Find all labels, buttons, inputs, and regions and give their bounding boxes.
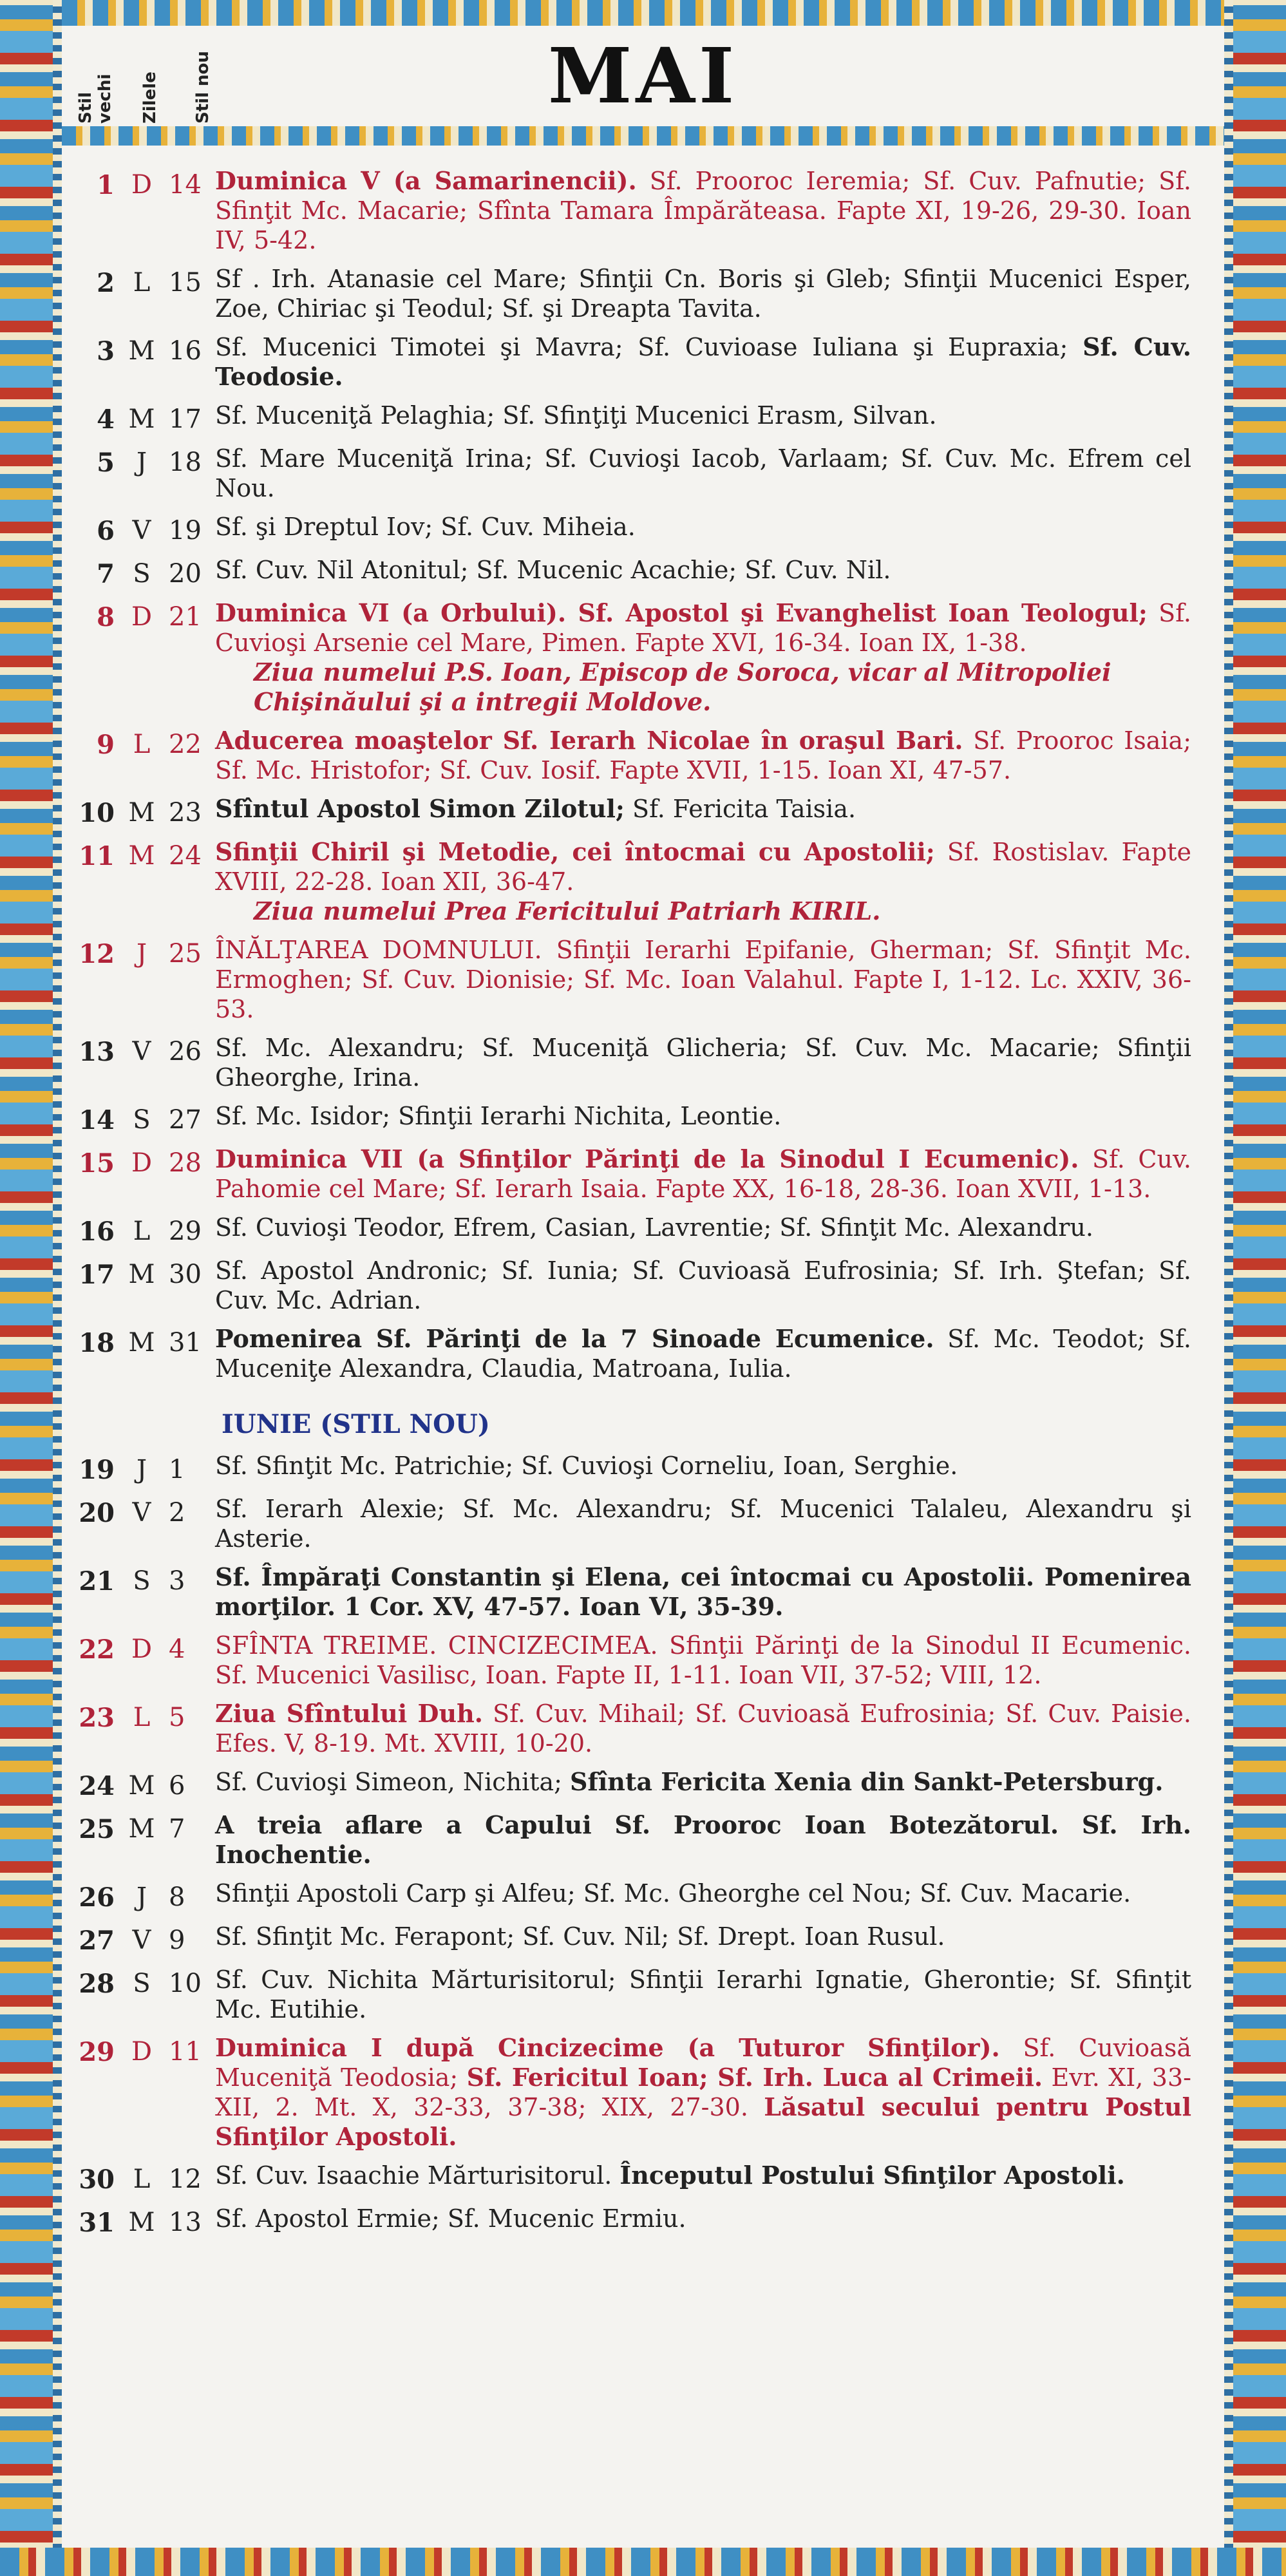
day-old-style: 8 [97, 602, 115, 632]
calendar-row [71, 1213, 1191, 1247]
day-old-style: 3 [97, 336, 115, 366]
row-gap [71, 2152, 1191, 2161]
row-text-bold: Sfînta Fericita Xenia din Sankt-Petersburg. [570, 1767, 1164, 1796]
row-text-plain: Sf. Cuvioasă Muceniţă Teodosia; [215, 2034, 1191, 2092]
day-new-style: 12 [169, 2164, 202, 2194]
day-new-style: 17 [169, 404, 202, 434]
calendar-row [71, 1101, 1191, 1135]
row-text-plain: Sf. Prooroc Ieremia; Sf. Cuv. Pafnutie; Sf. Sfinţit Mc. Macarie; Sfînta Tamara Împărăteasa. Fapte XI, 19-26, 29-30. Ioan IV, 5-42. [215, 167, 1191, 254]
day-old-style: 26 [79, 1882, 115, 1913]
row-text-plain: ÎNĂLŢAREA DOMNULUI. Sfinţii Ierarhi Epifanie, Gherman; Sf. Sfinţit Mc. Ermoghen; Sf. Cuv. Dionisie; Sf. Mc. Ioan Valahul. Fapte I, 1-12. Lc. XXIV, 36-53. [215, 936, 1191, 1023]
row-text [215, 598, 1191, 658]
weekday-letter: L [133, 730, 151, 759]
weekday-letter: M [128, 1260, 155, 1289]
row-gap [71, 1135, 1191, 1144]
ornament-inner-left [53, 0, 62, 2576]
row-text-plain: Sf. Ierarh Alexie; Sf. Mc. Alexandru; Sf. Mucenici Talaleu, Alexandru şi Asterie. [215, 1495, 1191, 1553]
row-gap [71, 1758, 1191, 1767]
row-text [215, 1810, 1191, 1870]
day-new-style: 31 [169, 1328, 202, 1358]
calendar-row [71, 794, 1191, 828]
weekday-letter: J [136, 939, 147, 969]
row-text-plain: Sf. Mucenici Timotei şi Mavra; Sf. Cuvioase Iuliana şi Eupraxia; [215, 333, 1083, 361]
day-old-style: 10 [79, 798, 115, 828]
row-text-plain: Sf. Cuvioşi Teodor, Efrem, Casian, Lavrentie; Sf. Sfinţit Mc. Alexandru. [215, 1213, 1093, 1242]
day-old-style: 27 [79, 1926, 115, 1956]
row-text-plain: Sf. Sfinţit Mc. Patrichie; Sf. Cuvioşi Corneliu, Ioan, Serghie. [215, 1452, 958, 1480]
row-text [215, 555, 1191, 585]
row-text-bold: Pomenirea Sf. Părinţi de la 7 Sinoade Ecumenice. [215, 1324, 934, 1353]
calendar-row [71, 166, 1191, 255]
calendar-row [71, 1810, 1191, 1870]
row-text [215, 2161, 1191, 2190]
row-gap [71, 1622, 1191, 1631]
day-new-style: 9 [169, 1926, 185, 1955]
row-text [215, 1879, 1191, 1908]
row-note: Ziua numelui Prea Fericitului Patriarh KIRIL. [254, 896, 881, 925]
day-new-style: 4 [169, 1634, 185, 1664]
day-old-style: 24 [79, 1771, 115, 1801]
row-gap [71, 1913, 1191, 1922]
row-gap [71, 589, 1191, 598]
day-old-style: 23 [79, 1703, 115, 1733]
row-gap [71, 323, 1191, 332]
day-old-style: 18 [79, 1328, 115, 1358]
day-old-style: 30 [79, 2164, 115, 2195]
weekday-letter: M [128, 404, 155, 434]
day-new-style: 2 [169, 1498, 185, 1528]
day-old-style: 20 [79, 1498, 115, 1528]
row-text-plain: Sf. Cuv. Nil Atonitul; Sf. Mucenic Acachie; Sf. Cuv. Nil. [215, 556, 891, 584]
day-new-style: 5 [169, 1703, 185, 1732]
row-text-plain: Sf. Apostol Ermie; Sf. Mucenic Ermiu. [215, 2204, 686, 2233]
row-gap [71, 1383, 1191, 1392]
day-old-style: 22 [79, 1634, 115, 1665]
calendar-row [71, 837, 1191, 896]
row-text-plain: Evr. XI, 33-XII, 2. Mt. X, 32-33, 37-38; XIX, 27-30. [215, 2063, 1191, 2121]
weekday-letter: D [131, 602, 153, 632]
weekday-letter: L [133, 268, 151, 298]
weekday-letter: L [133, 1217, 151, 1246]
day-new-style: 14 [169, 170, 202, 200]
day-new-style: 15 [169, 268, 202, 298]
calendar-row [71, 935, 1191, 1024]
row-text [215, 1965, 1191, 2024]
row-text-plain: Sf. şi Dreptul Iov; Sf. Cuv. Miheia. [215, 513, 636, 541]
row-text-bold: Sfîntul Apostol Simon Zilotul; [215, 794, 625, 823]
calendar-row [71, 444, 1191, 503]
row-text [215, 1562, 1191, 1622]
row-text-bold: Duminica V (a Samarinencii). [215, 166, 637, 195]
row-text-bold: Duminica VII (a Sfinţilor Părinţi de la Sinodul I Ecumenic). [215, 1144, 1079, 1173]
row-gap [71, 2024, 1191, 2033]
weekday-letter: J [136, 1455, 147, 1484]
row-gap [71, 546, 1191, 555]
day-new-style: 24 [169, 841, 202, 871]
day-new-style: 28 [169, 1148, 202, 1178]
row-text [215, 1922, 1191, 1951]
row-text-bold: A treia aflare a Capului Sf. Prooroc Ioan Botezătorul. Sf. Irh. Inochentie. [215, 1810, 1191, 1869]
calendar-row [71, 2033, 1191, 2152]
day-new-style: 27 [169, 1105, 202, 1135]
day-new-style: 26 [169, 1037, 202, 1066]
ornament-border-top [62, 0, 1224, 26]
row-text [215, 1767, 1191, 1797]
day-old-style: 9 [97, 730, 115, 760]
calendar-row [71, 1965, 1191, 2024]
row-text-plain: Sf. Cuvioşi Arsenie cel Mare, Pimen. Fapte XVI, 16-34. Ioan IX, 1-38. [215, 599, 1191, 657]
row-note: Ziua numelui P.S. Ioan, Episcop de Soroca, vicar al Mitropoliei Chişinăului şi a intregii Moldove. [254, 658, 1111, 716]
row-text [215, 1144, 1191, 1204]
row-text-bold: Lăsatul secului pentru Postul Sfinţilor Apostoli. [215, 2092, 1192, 2151]
calendar-row [71, 1562, 1191, 1622]
day-old-style: 16 [79, 1217, 115, 1247]
page-title: MAI [547, 31, 739, 120]
day-old-style: 31 [79, 2208, 115, 2238]
day-old-style: 7 [97, 559, 115, 589]
day-old-style: 11 [79, 841, 115, 871]
day-old-style: 14 [79, 1105, 115, 1135]
row-text-plain: Sf . Irh. Atanasie cel Mare; Sfinţii Cn. Boris şi Gleb; Sfinţii Mucenici Esper, Zoe, Chiriac şi Teodul; Sf. şi Dreapta Tavita. [215, 265, 1191, 323]
weekday-letter: M [128, 1771, 155, 1801]
row-text-plain: Sf. Mc. Alexandru; Sf. Muceniţă Glicheria; Sf. Cuv. Mc. Macarie; Sfinţii Gheorghe, Irina. [215, 1034, 1191, 1092]
row-gap [71, 1870, 1191, 1879]
row-text [215, 1213, 1191, 1242]
weekday-letter: M [128, 2208, 155, 2237]
row-text-bold: Sf. Împăraţi Constantin şi Elena, cei întocmai cu Apostolii. Pomenirea morţilor. 1 Cor. XV, 47-57. Ioan VI, 35-39. [215, 1562, 1191, 1621]
day-new-style: 29 [169, 1217, 202, 1246]
row-text-plain: Sf. Mare Muceniţă Irina; Sf. Cuvioşi Iacob, Varlaam; Sf. Cuv. Mc. Efrem cel Nou. [215, 444, 1191, 502]
day-new-style: 7 [169, 1814, 185, 1844]
day-new-style: 13 [169, 2208, 202, 2237]
row-text-bold: Începutul Postului Sfinţilor Apostoli. [619, 2161, 1125, 2190]
weekday-letter: M [128, 798, 155, 828]
row-text-plain: Sf. Cuv. Nichita Mărturisitorul; Sfinţii Ierarhi Ignatie, Gherontie; Sf. Sfinţit Mc. Eutihie. [215, 1965, 1191, 2023]
calendar-row [71, 1879, 1191, 1913]
ornament-border-bottom [0, 2548, 1286, 2576]
weekday-letter: M [128, 841, 155, 871]
ornament-header-rule [62, 126, 1224, 146]
calendar-row [71, 555, 1191, 589]
row-gap [71, 1247, 1191, 1256]
row-text [215, 726, 1191, 785]
day-new-style: 6 [169, 1771, 185, 1801]
column-header-old-style: Stil vechi [76, 73, 115, 124]
row-text [215, 1256, 1191, 1315]
day-new-style: 20 [169, 559, 202, 589]
row-gap [71, 1956, 1191, 1965]
row-text [215, 1494, 1191, 1553]
day-old-style: 5 [97, 448, 115, 478]
row-gap [71, 2195, 1191, 2204]
row-text [215, 512, 1191, 542]
row-text-bold: Duminica VI (a Orbului). Sf. Apostol şi Evanghelist Ioan Teologul; [215, 598, 1148, 627]
day-old-style: 17 [79, 1260, 115, 1290]
weekday-letter: S [133, 1105, 151, 1135]
row-text-bold: Ziua Sfîntului Duh. [215, 1699, 483, 1728]
day-new-style: 25 [169, 939, 202, 969]
row-gap [71, 926, 1191, 935]
calendar-row [71, 264, 1191, 323]
calendar-row [71, 2204, 1191, 2238]
calendar-row [71, 1631, 1191, 1690]
row-text-plain: Sf. Apostol Andronic; Sf. Iunia; Sf. Cuvioasă Eufrosinia; Sf. Irh. Ştefan; Sf. Cuv. Mc. Adrian. [215, 1256, 1191, 1314]
day-new-style: 21 [169, 602, 202, 632]
day-new-style: 18 [169, 448, 202, 477]
row-text [215, 935, 1191, 1024]
day-new-style: 19 [169, 516, 202, 545]
row-text-plain: Sf. Cuv. Mihail; Sf. Cuvioasă Eufrosinia; Sf. Cuv. Paisie. Efes. V, 8-19. Mt. XVIII, 10-20. [215, 1700, 1191, 1757]
weekday-letter: V [132, 1926, 151, 1955]
calendar-row [71, 1922, 1191, 1956]
row-text [215, 401, 1191, 430]
row-gap [71, 1315, 1191, 1324]
row-text-plain: Sf. Cuv. Pahomie cel Mare; Sf. Ierarh Isaia. Fapte XX, 16-18, 28-36. Ioan XVII, 1-13. [215, 1145, 1191, 1203]
row-text [215, 1451, 1191, 1481]
day-old-style: 19 [79, 1455, 115, 1485]
day-new-style: 3 [169, 1566, 185, 1596]
weekday-letter: V [132, 1037, 151, 1066]
ornament-border-left [0, 0, 53, 2576]
row-text-plain: Sf. Rostislav. Fapte XVIII, 22-28. Ioan XII, 36-47. [215, 838, 1191, 896]
calendar-row [71, 512, 1191, 546]
weekday-letter: V [132, 516, 151, 545]
row-gap [71, 717, 1191, 726]
row-gap [71, 1485, 1191, 1494]
calendar-row [71, 1767, 1191, 1801]
weekday-letter: V [132, 1498, 151, 1528]
row-text [215, 2033, 1191, 2152]
row-text-plain: Sf. Mc. Teodot; Sf. Muceniţe Alexandra, Claudia, Matroana, Iulia. [215, 1325, 1191, 1383]
weekday-letter: D [131, 1634, 153, 1664]
row-text-bold: Aducerea moaştelor Sf. Ierarh Nicolae în oraşul Bari. [215, 726, 963, 755]
row-text [215, 794, 1191, 824]
calendar-row [71, 1256, 1191, 1315]
day-old-style: 29 [79, 2037, 115, 2067]
row-text-plain: SFÎNTA TREIME. CINCIZECIMEA. Sfinţii Părinţi de la Sinodul II Ecumenic. Sf. Mucenici Vasilisc, Ioan. Fapte II, 1-11. Ioan VII, 37-52; VIII, 12. [215, 1631, 1191, 1689]
calendar-row [71, 726, 1191, 785]
calendar-row [71, 401, 1191, 435]
calendar-row [71, 2161, 1191, 2195]
row-gap [71, 828, 1191, 837]
row-text [215, 1699, 1191, 1758]
day-new-style: 30 [169, 1260, 202, 1289]
row-text-plain: Sf. Cuvioşi Simeon, Nichita; [215, 1768, 571, 1796]
day-old-style: 1 [97, 170, 115, 200]
row-text [215, 332, 1191, 392]
weekday-letter: M [128, 1814, 155, 1844]
day-old-style: 2 [97, 268, 115, 298]
row-text [215, 1324, 1191, 1383]
row-text-bold: Sf. Cuv. Teodosie. [215, 332, 1191, 391]
row-gap [71, 503, 1191, 512]
row-text-plain: Sf. Prooroc Isaia; Sf. Mc. Hristofor; Sf. Cuv. Iosif. Fapte XVII, 1-15. Ioan XI, 47-57. [215, 726, 1191, 784]
row-text-bold: Sf. Fericitul Ioan; Sf. Irh. Luca al Crimeii. [466, 2063, 1043, 2092]
row-text-plain: Sf. Fericita Taisia. [624, 795, 856, 823]
row-gap [71, 1092, 1191, 1101]
row-text [215, 837, 1191, 896]
calendar-row [71, 598, 1191, 658]
row-gap [71, 1690, 1191, 1699]
row-text [215, 1033, 1191, 1092]
day-old-style: 25 [79, 1814, 115, 1844]
row-text-plain: Sf. Mc. Isidor; Sfinţii Ierarhi Nichita, Leontie. [215, 1102, 782, 1130]
calendar-row [71, 332, 1191, 392]
row-text-plain: Sf. Muceniţă Pelaghia; Sf. Sfinţiţi Mucenici Erasm, Silvan. [215, 401, 937, 430]
weekday-letter: L [133, 1703, 151, 1732]
calendar-row [71, 1494, 1191, 1553]
day-new-style: 11 [169, 2037, 202, 2067]
weekday-letter: D [131, 2037, 153, 2067]
calendar-rows [71, 166, 1191, 2247]
day-old-style: 13 [79, 1037, 115, 1067]
day-old-style: 12 [79, 939, 115, 969]
calendar-row [71, 1033, 1191, 1092]
row-text-plain: Sfinţii Apostoli Carp şi Alfeu; Sf. Mc. Gheorghe cel Nou; Sf. Cuv. Macarie. [215, 1879, 1131, 1908]
weekday-letter: D [131, 170, 153, 200]
row-text [215, 1101, 1191, 1131]
weekday-letter: S [133, 1566, 151, 1596]
weekday-letter: J [136, 1882, 147, 1912]
row-text [215, 444, 1191, 503]
row-gap [71, 1801, 1191, 1810]
row-text-plain: Sf. Cuv. Isaachie Mărturisitorul. [215, 2161, 620, 2190]
column-header-day: Zilele [140, 71, 160, 124]
row-gap [71, 255, 1191, 264]
weekday-letter: S [133, 1969, 151, 1998]
day-new-style: 8 [169, 1882, 185, 1912]
row-text [215, 264, 1191, 323]
calendar-row [71, 1699, 1191, 1758]
row-text [215, 166, 1191, 255]
day-new-style: 1 [169, 1455, 185, 1484]
row-text-bold: Duminica I după Cincizecime (a Tuturor Sfinţilor). [215, 2033, 1000, 2062]
calendar-row [71, 1324, 1191, 1383]
weekday-letter: L [133, 2164, 151, 2194]
day-new-style: 16 [169, 336, 202, 366]
row-gap [71, 1553, 1191, 1562]
row-gap [71, 1204, 1191, 1213]
weekday-letter: S [133, 559, 151, 589]
day-old-style: 15 [79, 1148, 115, 1179]
row-text [215, 1631, 1191, 1690]
section-heading-june: IUNIE (STIL NOU) [222, 1409, 490, 1439]
row-text [215, 2204, 1191, 2233]
row-text-plain: Sf. Sfinţit Mc. Ferapont; Sf. Cuv. Nil; Sf. Drept. Ioan Rusul. [215, 1922, 945, 1951]
row-text-bold: Sfinţii Chiril şi Metodie, cei întocmai cu Apostolii; [215, 837, 935, 866]
weekday-letter: M [128, 1328, 155, 1358]
day-new-style: 23 [169, 798, 202, 828]
day-old-style: 4 [97, 404, 115, 435]
weekday-letter: D [131, 1148, 153, 1178]
row-gap [71, 392, 1191, 401]
row-gap [71, 1024, 1191, 1033]
day-old-style: 21 [79, 1566, 115, 1596]
ornament-inner-right [1224, 0, 1233, 2576]
row-gap [71, 435, 1191, 444]
day-old-style: 6 [97, 516, 115, 546]
day-new-style: 22 [169, 730, 202, 759]
weekday-letter: M [128, 336, 155, 366]
calendar-row [71, 1144, 1191, 1204]
column-header-new-style: Stil nou [193, 51, 213, 124]
calendar-row [71, 1451, 1191, 1485]
weekday-letter: J [136, 448, 147, 477]
ornament-border-right [1233, 0, 1286, 2576]
row-gap [71, 2238, 1191, 2247]
day-old-style: 28 [79, 1969, 115, 1999]
day-new-style: 10 [169, 1969, 202, 1998]
row-gap [71, 785, 1191, 794]
